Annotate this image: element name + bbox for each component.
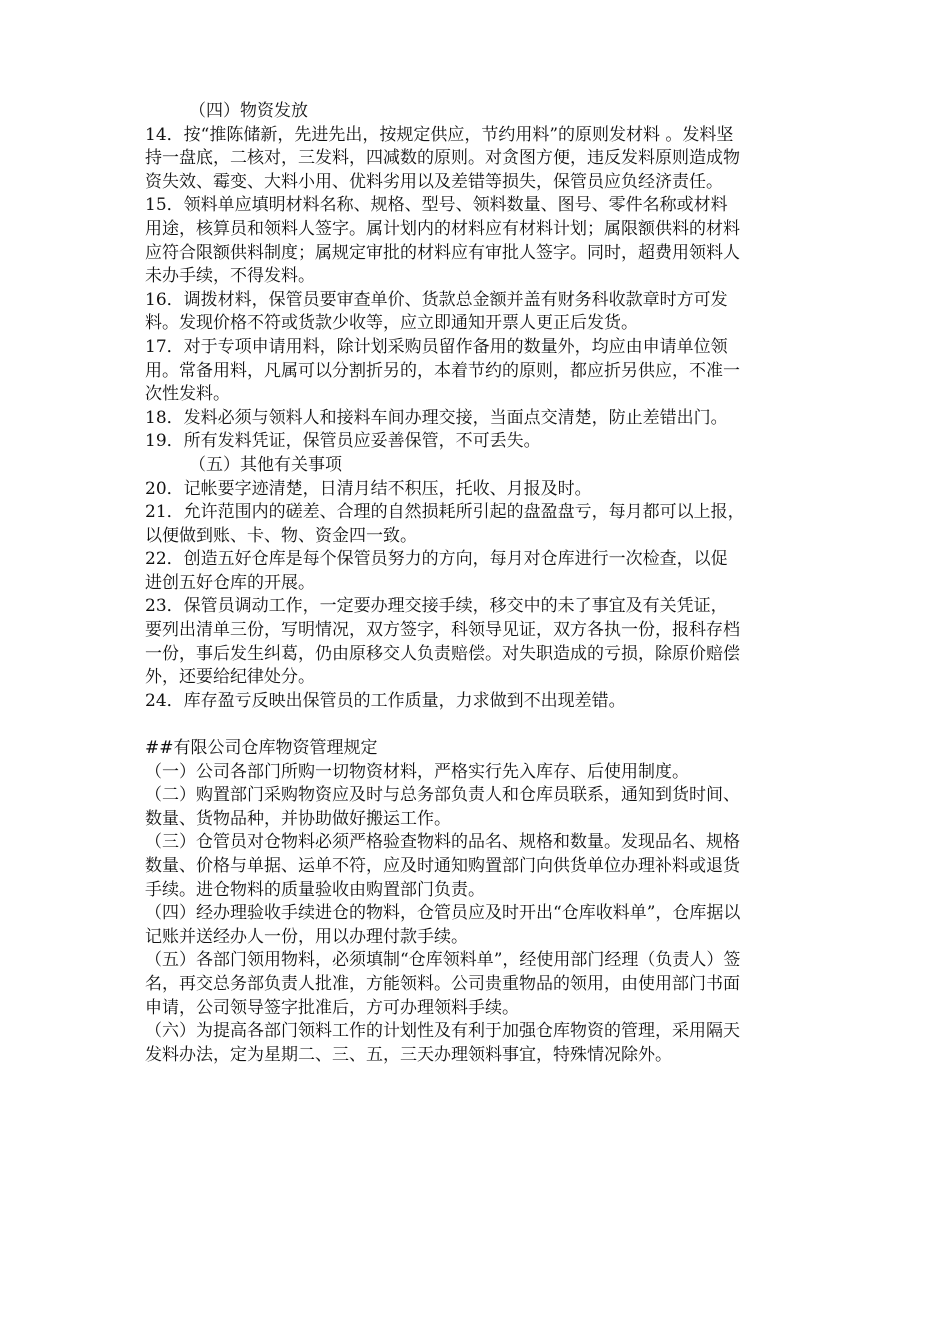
text-line: 记账并送经办人一份，用以办理付款手续。 — [145, 926, 468, 947]
text-line: 14．按“推陈储新，先进先出，按规定供应，节约用料”的原则发材料 。发料坚 — [145, 124, 734, 145]
text-line: 手续。进仓物料的质量验收由购置部门负责。 — [145, 879, 485, 900]
text-line: 17．对于专项申请用料，除计划采购员留作备用的数量外，均应由申请单位领 — [145, 336, 728, 357]
text-line: 一份，事后发生纠葛，仍由原移交人负责赔偿。对失职造成的亏损，除原价赔偿 — [145, 643, 740, 664]
text-line: 资失效、霉变、大料小用、优料劣用以及差错等损失，保管员应负经济责任。 — [145, 171, 723, 192]
text-line: 以便做到账、卡、物、资金四一致。 — [145, 525, 417, 546]
text-line: 应符合限额供料制度；属规定审批的材料应有审批人签字。同时，超费用领料人 — [145, 242, 740, 263]
paragraph-block-a — [145, 124, 825, 454]
blank-line — [145, 713, 825, 737]
text-line: 19．所有发料凭证，保管员应妥善保管，不可丢失。 — [145, 431, 541, 452]
text-line: （二）购置部门采购物资应及时与总务部负责人和仓库员联系，通知到货时间、 — [145, 785, 740, 806]
text-line: 22．创造五好仓库是每个保管员努力的方向，每月对仓库进行一次检查，以促 — [145, 549, 728, 570]
text-line: 外，还要给纪律处分。 — [145, 667, 315, 688]
text-line: （五）各部门领用物料，必须填制“仓库领料单”，经使用部门经理（负责人）签 — [145, 950, 741, 971]
text-line: 18．发料必须与领料人和接料车间办理交接，当面点交清楚，防止差错出门。 — [145, 407, 728, 428]
text-line: 名，再交总务部负责人批准，方能领料。公司贵重物品的领用，由使用部门书面 — [145, 973, 740, 994]
text-line: 21．允许范围内的磋差、合理的自然损耗所引起的盘盈盘亏，每月都可以上报， — [145, 502, 745, 523]
paragraph-block-b — [145, 478, 825, 714]
text-line: 用途，核算员和领料人签字。属计划内的材料应有材料计划；属限额供料的材料 — [145, 218, 740, 239]
text-line: 用。常备用料，凡属可以分割折另的，本着节约的原则，都应折另供应，不准一 — [145, 360, 740, 381]
text-line: 发料办法，定为星期二、三、五，三天办理领料事宜，特殊情况除外。 — [145, 1044, 672, 1065]
text-line: （四）经办理验收手续进仓的物料，仓管员应及时开出“仓库收料单”，仓库据以 — [145, 903, 741, 924]
text-line: 要列出清单三份，写明情况，双方签字，科领导见证，双方各执一份，报科存档 — [145, 620, 740, 641]
document-title: ##有限公司仓库物资管理规定 — [145, 738, 378, 759]
text-line: 数量、价格与单据、运单不符，应及时通知购置部门向供货单位办理补料或退货 — [145, 856, 740, 876]
paragraph-block-c — [145, 761, 825, 1068]
text-line: （三）仓管员对仓物料必须严格验查物料的品名、规格和数量。发现品名、规格 — [145, 832, 740, 853]
text-line: 15．领料单应填明材料名称、规格、型号、领料数量、图号、零件名称或材料 — [145, 195, 728, 216]
section-heading-5: （五）其他有关事项 — [189, 454, 342, 475]
text-line: 24．库存盈亏反映出保管员的工作质量，力求做到不出现差错。 — [145, 690, 626, 711]
text-line: 次性发料。 — [145, 384, 230, 405]
text-line: 进创五好仓库的开展。 — [145, 572, 315, 593]
text-line: 未办手续，不得发料。 — [145, 266, 315, 287]
document-page — [145, 100, 825, 1067]
section-heading-4: （四）物资发放 — [189, 101, 308, 121]
text-line: 23．保管员调动工作，一定要办理交接手续，移交中的未了事宜及有关凭证， — [145, 596, 728, 617]
text-line: 申请，公司领导签字批准后，方可办理领料手续。 — [145, 997, 519, 1018]
text-line: 持一盘底，二核对，三发料，四减数的原则。对贪图方便，违反发料原则造成物 — [145, 148, 740, 169]
text-line: （六）为提高各部门领料工作的计划性及有利于加强仓库物资的管理，采用隔天 — [145, 1021, 740, 1042]
text-line: 16．调拨材料，保管员要审查单价、货款总金额并盖有财务科收款章时方可发 — [145, 289, 728, 310]
text-line: 数量、货物品种，并协助做好搬运工作。 — [145, 808, 451, 829]
text-line: 料。发现价格不符或货款少收等，应立即通知开票人更正后发货。 — [145, 313, 638, 334]
text-line: （一）公司各部门所购一切物资材料，严格实行先入库存、后使用制度。 — [145, 761, 689, 782]
text-line: 20．记帐要字迹清楚，日清月结不积压，托收、月报及时。 — [145, 478, 592, 499]
